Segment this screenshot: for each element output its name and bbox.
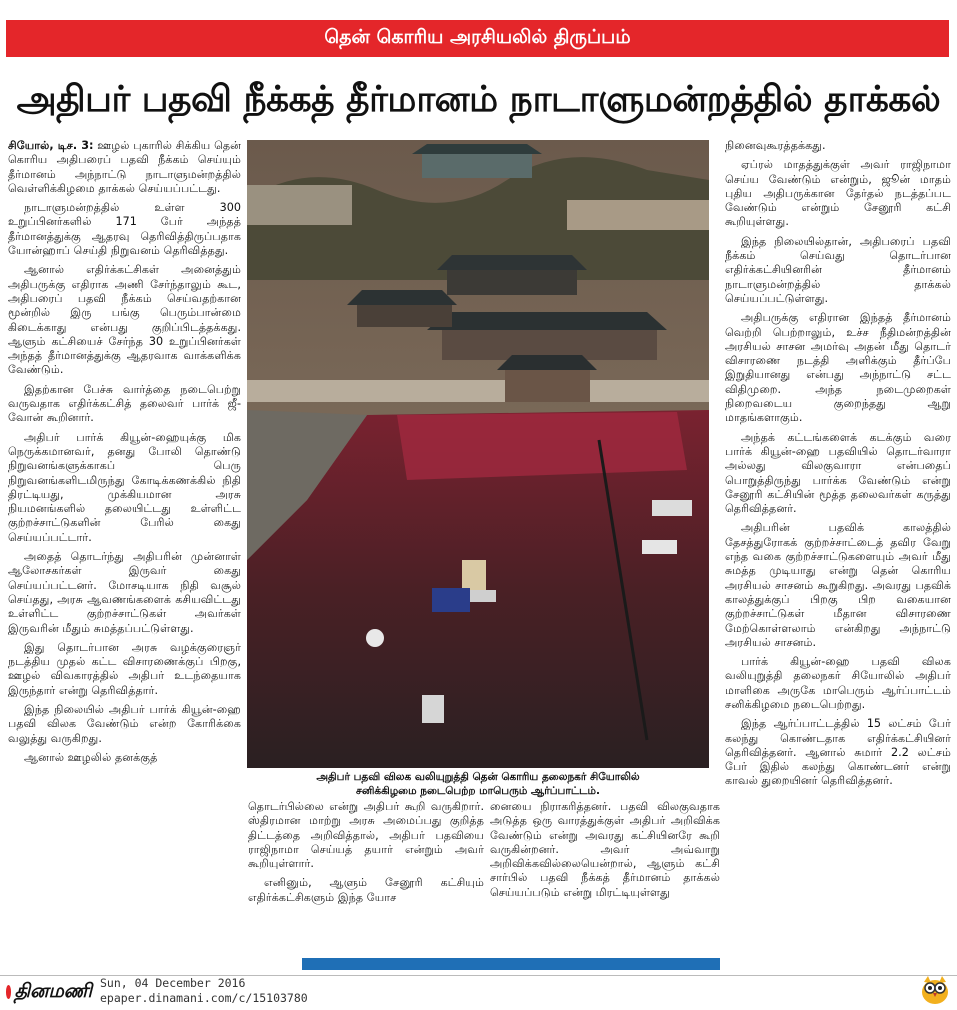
protest-crowd-photo [247, 140, 709, 768]
paragraph: ஆனால் எதிர்க்கட்சிகள் அனைத்தும் அதிபருக்கு எதிராக அணி சேர்ந்தாலும் கூட, அதிபரைப் பதவி நீக்கம் செய்வதற்கான மூன்றில் இரு பங்கு பெரும்பான்மை கிடைக்காது என்பது குறிப்பிடத்தக்கது. ஆளும் கட்சியைச் சேர்ந்த 30 உறுப்பினர்கள் அந்தத் தீர்மானத்துக்கு ஆதரவாக வாக்களிக்க வேண்டும். [8, 263, 241, 377]
paragraph: இந்த நிலையில்தான், அதிபரைப் பதவி நீக்கம் செய்வது தொடர்பான எதிர்க்கட்சியினரின் தீர்மானம் நாடாளுமன்றத்தில் தாக்கல் செய்யப்பட்டுள்ளது. [725, 234, 951, 305]
paragraph: பார்க் கியூன்-ஹை பதவி விலக வலியுறுத்தி தலைநகர் சியோலில் அதிபர் மாளிகை அருகே மாபெரும் ஆர்ப்பாட்டம் சனிக்கிழமை நடைபெற்றது. [725, 655, 951, 711]
photo-caption [247, 770, 709, 798]
dinamani-logo[interactable] [6, 978, 92, 1006]
edition-date: Sun, 04 December 2016 [100, 976, 246, 990]
paragraph: ஆனால் ஊழலில் தனக்குத் [24, 750, 158, 764]
paragraph: எனினும், ஆளும் சேனூரி கட்சியும் எதிர்க்கட்சிகளும் இந்த யோச [248, 876, 484, 904]
paragraph: அதைத் தொடர்ந்து அதிபரின் முன்னாள் ஆலோசகர்கள் இருவர் கைது செய்யப்பட்டனர். மோசடியாக நிதி வசூல் செய்தது, அரசு ஆவணங்களைக் கசியவிட்டது உள்ளிட்ட குற்றச்சாட்டுகள் அவர்கள் இருவரின் மீதும் சுமத்தப்பட்டுள்ளது. [8, 550, 241, 635]
section-banner-text: தென் கொரிய அரசியலில் திருப்பம் [324, 26, 631, 48]
paragraph: னையை நிராகரித்தனர். பதவி விலகுவதாக அடுத்த ஒரு வாரத்துக்குள் அதிபர் அறிவிக்க வேண்டும் என்று அவரது கட்சியினரே கூறி வருகின்றனர். அவர் அவ்வாறு அறிவிக்கவில்லையென்றால், ஆளும் கட்சி சார்பில் பதவி நீக்கத் தீர்மானம் தாக்கல் செய்யப்படும் என்று மிரட்டியுள்ளது [490, 800, 720, 899]
caption-line-1: அதிபர் பதவி விலக வலியுறுத்தி தென் கொரிய தலைநகர் சியோலில் [316, 771, 640, 783]
paragraph: இது தொடர்பான அரசு வழக்குரைஞர் நடத்திய முதல் கட்ட விசாரணைக்குப் பிறகு, ஊழல் விவகாரத்தில் அதிபர் உடந்தையாக இருந்தார் என்று தெரிவித்தார். [8, 640, 241, 697]
paragraph: அந்தக் கட்டங்களைக் கடக்கும் வரை பார்க் கியூன்-ஹை பதவியில் தொடர்வாரா அல்லது விலகுவாரா என்பதைப் பொறுத்திருந்து பார்க்க வேண்டும் என்று சேனூரி கட்சியின் மூத்த தலைவர்கள் கருத்து தெரிவித்தனர். [725, 430, 951, 516]
paragraph: அதிபர் பார்க் கியூன்-ஹையுக்கு மிக நெருக்கமானவர், தனது போலி தொண்டு நிறுவனங்களுக்காகப் பெரு நிறுவனங்களிடமிருந்து கோடிக்கணக்கில் நிதி திரட்டியது, முக்கியமான அரசு நியமனங்களில் தலையிட்டது உள்ளிட்ட குற்றச்சாட்டுகளின் பேரில் கைது செய்யப்பட்டார். [8, 430, 241, 544]
dateline: சியோல், டிச. 3: [8, 139, 94, 152]
logo-text: தினமணி [14, 979, 92, 1002]
paragraph: தொடர்பில்லை என்று அதிபர் கூறி வருகிறார். ஸ்திரமான மாற்று அரசு அமைப்பது குறித்த திட்டத்தை அறிவித்தால், அதிபர் பதவியை ராஜிநாமா செய்யத் தயார் என்றும் அவர் கூறியுள்ளார். [248, 800, 484, 871]
article-column-3 [490, 800, 720, 955]
headline: அதிபர் பதவி நீக்கத் தீர்மானம் நாடாளுமன்றத்தில் தாக்கல் [16, 79, 941, 120]
edition-info [100, 976, 308, 1006]
article-column-1 [8, 139, 241, 954]
paragraph: இந்த நிலையில் அதிபர் பார்க் கியூன்-ஹை பதவி விலக வேண்டும் என்ற கோரிக்கை வலுத்து வருகிறது. [8, 702, 241, 745]
paragraph: அதிபரின் பதவிக் காலத்தில் தேசத்துரோகக் குற்றச்சாட்டைத் தவிர வேறு எந்த வகை குற்றச்சாட்டுகளையும் அவர் மீது சுமத்த முடியாது என்று தென் கொரிய அரசியல் சாசனம் கூறுகிறது. அவரது பதவிக் காலத்துக்குப் பிறகு பிற வகையான குற்றச்சாட்டுகள் மீதான விசாரணை மேற்கொள்ளலாம் என்கிறது அந்நாட்டு அரசியல் சாசனம். [725, 521, 951, 649]
paragraph: நினைவுகூரத்தக்கது. [725, 139, 826, 152]
paragraph: நாடாளுமன்றத்தில் உள்ள 300 உறுப்பினர்களில் 171 பேர் அந்தத் தீர்மானத்துக்கு ஆதரவு தெரிவித்திருப்பதாக யோன்ஹாப் செய்தி நிறுவனம் தெரிவித்தது. [8, 201, 241, 258]
edition-url[interactable]: epaper.dinamani.com/c/15103780 [100, 991, 308, 1005]
section-banner [6, 20, 949, 57]
paragraph: இந்த ஆர்ப்பாட்டத்தில் 15 லட்சம் பேர் கலந்து கொண்டதாக எதிர்க்கட்சியினர் தெரிவித்தனர். ஆனால் சுமார் 2.2 லட்சம் பேர் இதில் கலந்து கொண்டனர் என்று காவல் துறையினர் தெரிவித்தனர். [725, 717, 951, 788]
paragraph: அதிபருக்கு எதிரான இந்தத் தீர்மானம் வெற்றி பெற்றாலும், உச்ச நீதிமன்றத்தின் அரசியல் சாசன அமர்வு அதன் மீது தொடர் விசாரணை நடத்தி அளிக்கும் தீர்ப்பே இறுதியானது என்பது அந்நாட்டு சட்ட விதிமுறை. அந்த நடைமுறைகள் நிறைவடைய குறைந்தது ஆறு மாதங்களாகும். [725, 311, 951, 425]
advert-strip [302, 958, 720, 970]
article-column-4 [725, 139, 951, 954]
article-column-2 [248, 800, 484, 955]
news-photo [247, 140, 709, 768]
paragraph: ஏப்ரல் மாதத்துக்குள் அவர் ராஜிநாமா செய்ய வேண்டும் என்றும், ஜூன் மாதம் புதிய அதிபருக்கான தேர்தல் நடத்தப்பட வேண்டும் என்றும் சேனூரி கட்சி கூறியுள்ளது. [725, 158, 951, 229]
owl-mascot-icon [918, 972, 952, 1006]
logo-mark-icon [6, 985, 11, 999]
paragraph: சியோல், டிச. 3: ஊழல் புகாரில் சிக்கிய தென் கொரிய அதிபரைப் பதவி நீக்கம் செய்யும் தீர்மானம் அந்நாட்டு நாடாளுமன்றத்தில் வெள்ளிக்கிழமை தாக்கல் செய்யப்பட்டது. [8, 139, 241, 195]
caption-line-2: சனிக்கிழமை நடைபெற்ற மாபெரும் ஆர்ப்பாட்டம். [356, 785, 600, 797]
paragraph: இதற்கான பேச்சு வார்த்தை நடைபெற்று வருவதாக எதிர்க்கட்சித் தலைவர் பார்க் ஜீ-வோன் கூறினார். [8, 382, 241, 425]
